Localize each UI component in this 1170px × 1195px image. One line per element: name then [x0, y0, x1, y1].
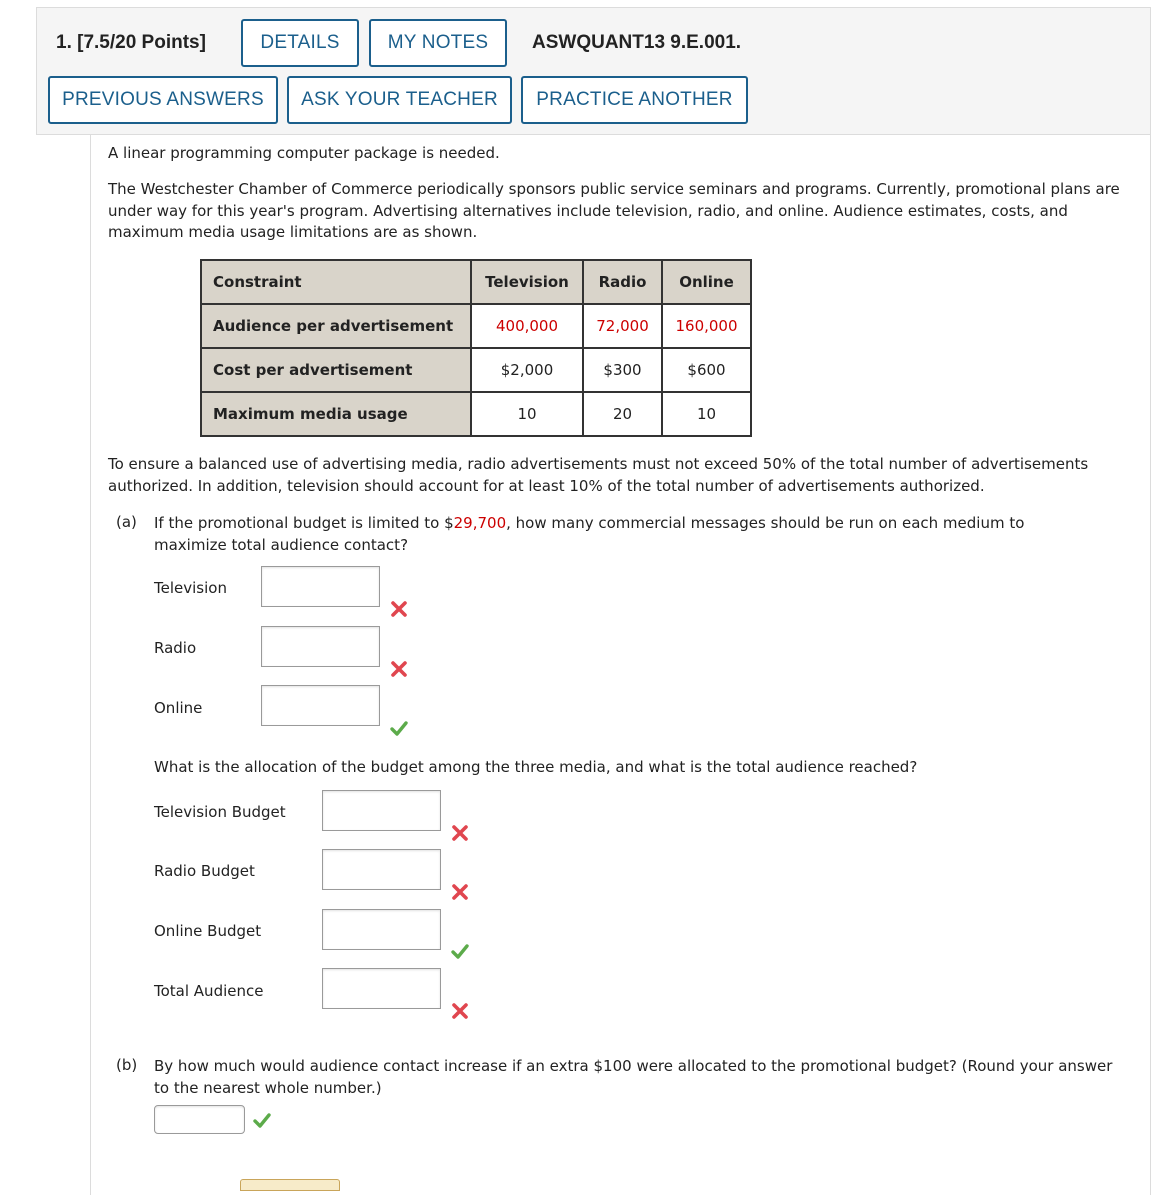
allocation-question: What is the allocation of the budget among the three media, and what is the total audience reached?: [154, 758, 918, 776]
table-row: [201, 348, 751, 392]
details-button[interactable]: DETAILS: [241, 19, 359, 67]
television-label: Television: [154, 579, 227, 597]
practice-another-button[interactable]: PRACTICE ANOTHER: [521, 76, 748, 124]
radio-input[interactable]: [261, 626, 380, 667]
table-header-cell: Constraint: [201, 260, 471, 304]
ask-your-teacher-button[interactable]: ASK YOUR TEACHER: [287, 76, 512, 124]
total-audience-input[interactable]: [322, 968, 441, 1009]
correct-check-icon: [450, 941, 470, 961]
table-header-cell: Television: [471, 260, 583, 304]
table-cell: 72,000: [583, 304, 662, 348]
table-cell: $300: [583, 348, 662, 392]
budget-value: 29,700: [453, 514, 507, 532]
table-header-cell: Radio: [583, 260, 662, 304]
my-notes-button[interactable]: MY NOTES: [369, 19, 507, 67]
television-input[interactable]: [261, 566, 380, 607]
online-budget-label: Online Budget: [154, 922, 262, 940]
total-audience-label: Total Audience: [154, 982, 264, 1000]
question-text: If the promotional budget is limited to $: [154, 514, 454, 532]
correct-check-icon: [389, 718, 409, 738]
audience-increase-input[interactable]: [154, 1105, 245, 1134]
incorrect-x-icon: [450, 1001, 470, 1021]
problem-description: The Westchester Chamber of Commerce periodically sponsors public service seminars and programs. Currently, promotional plans are under way for this year's program. Advertising alternatives include television, radio, and online. Audience estimates, costs, and maximum media usage limitations are as shown.: [108, 180, 1120, 241]
part-b-label: (b): [116, 1056, 138, 1074]
radio-label: Radio: [154, 639, 197, 657]
radio-budget-label: Radio Budget: [154, 862, 255, 880]
incorrect-x-icon: [450, 882, 470, 902]
incorrect-x-icon: [389, 659, 409, 679]
question-text: , how many commercial messages should be run on each medium to maximize total audience contact?: [154, 514, 1025, 554]
table-header-row: [201, 260, 751, 304]
row-label: Maximum media usage: [201, 392, 471, 436]
part-a-label: (a): [116, 513, 137, 531]
television-budget-input[interactable]: [322, 790, 441, 831]
table-cell: 160,000: [662, 304, 751, 348]
table-row: [201, 392, 751, 436]
online-budget-input[interactable]: [322, 909, 441, 950]
table-row: [201, 304, 751, 348]
table-cell: 20: [583, 392, 662, 436]
correct-check-icon: [252, 1110, 272, 1130]
part-a-question: [154, 513, 1084, 556]
radio-budget-input[interactable]: [322, 849, 441, 890]
row-label: Audience per advertisement: [201, 304, 471, 348]
part-b-question: By how much would audience contact increase if an extra $100 were allocated to the promotional budget? (Round your answer to the nearest whole number.): [154, 1057, 1113, 1097]
incorrect-x-icon: [450, 823, 470, 843]
media-data-table: [200, 259, 752, 437]
row-label: Cost per advertisement: [201, 348, 471, 392]
assignment-code: ASWQUANT13 9.E.001.: [532, 32, 742, 53]
submit-button-partial[interactable]: [240, 1179, 340, 1191]
online-input[interactable]: [261, 685, 380, 726]
question-number: 1. [7.5/20 Points]: [56, 32, 206, 53]
online-label: Online: [154, 699, 203, 717]
table-cell: 10: [471, 392, 583, 436]
intro-line: A linear programming computer package is needed.: [108, 144, 500, 162]
table-cell: $600: [662, 348, 751, 392]
incorrect-x-icon: [389, 599, 409, 619]
television-budget-label: Television Budget: [154, 803, 286, 821]
constraint-text: To ensure a balanced use of advertising media, radio advertisements must not exceed 50% of the total number of advertisements authorized. In addition, television should account for at least 10% of the total number of advertisements authorized.: [108, 455, 1089, 495]
previous-answers-button[interactable]: PREVIOUS ANSWERS: [48, 76, 278, 124]
table-header-cell: Online: [662, 260, 751, 304]
table-cell: $2,000: [471, 348, 583, 392]
table-cell: 10: [662, 392, 751, 436]
table-cell: 400,000: [471, 304, 583, 348]
